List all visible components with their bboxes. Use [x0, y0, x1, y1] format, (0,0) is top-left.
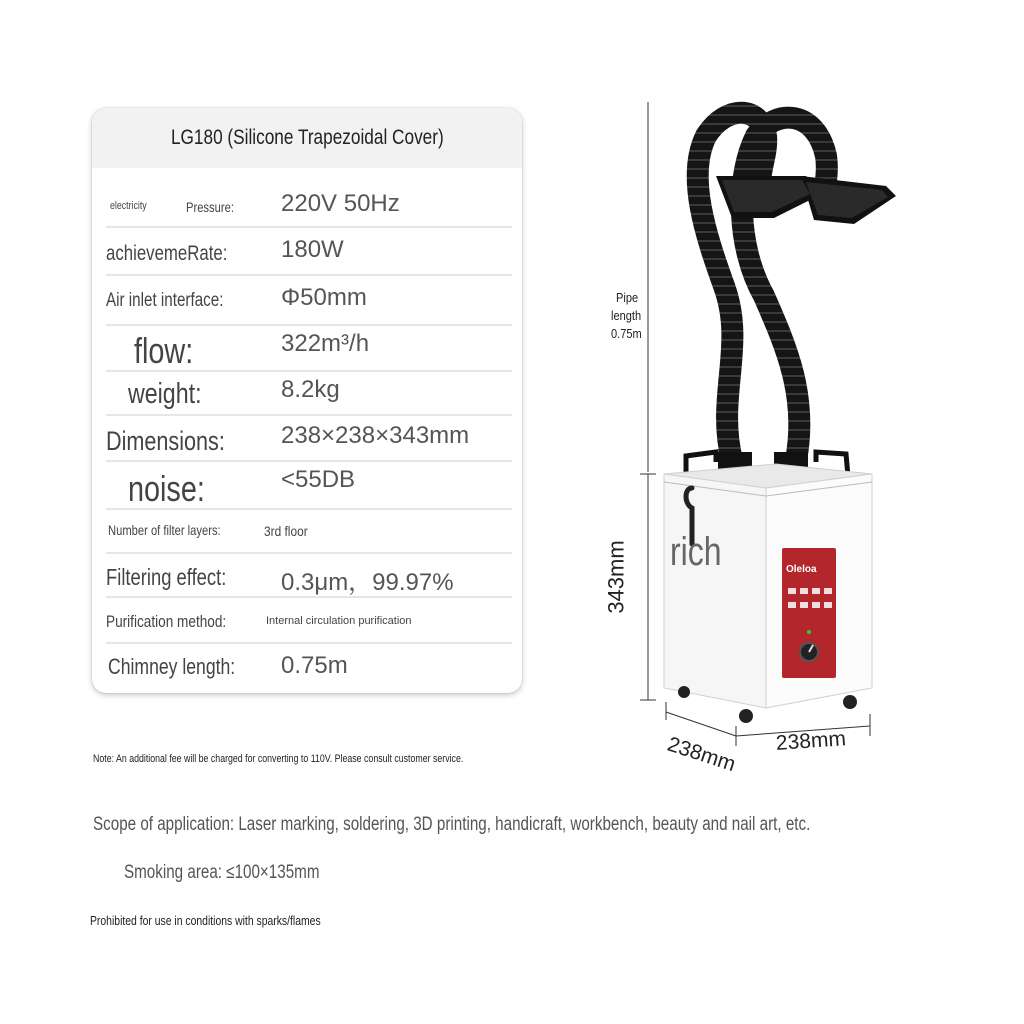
spec-row-filtering-effect	[106, 554, 512, 598]
spec-label: Dimensions:	[106, 426, 225, 456]
spec-label: Filtering effect:	[106, 564, 227, 590]
spec-card	[92, 108, 522, 693]
spec-row-dimensions	[106, 416, 512, 462]
spec-row-filter-layers	[106, 510, 512, 554]
spec-row-power	[106, 228, 512, 276]
spec-value: 0.3μm，99.97%	[281, 569, 454, 596]
width-dimension-label: 238mm	[775, 727, 847, 755]
brand-logo-text: Oleloa	[786, 564, 817, 575]
pipe-length-label-2: length	[611, 308, 642, 323]
spec-label: flow:	[134, 330, 194, 371]
spec-label: noise:	[128, 468, 205, 509]
spec-row-pressure	[106, 170, 512, 228]
fume-extractor-image	[596, 96, 916, 796]
spec-row-noise	[106, 462, 512, 510]
voltage-note: Note: An additional fee will be charged for converting to 110V. Please consult customer service.	[93, 753, 464, 765]
spec-row-flow	[106, 326, 512, 372]
spec-value: 3rd floor	[264, 523, 308, 539]
spec-value: 322m³/h	[281, 330, 370, 357]
spec-value: 238×238×343mm	[281, 422, 470, 449]
spec-label-small: electricity	[110, 200, 147, 212]
spec-label: Number of filter layers:	[108, 522, 221, 538]
card-header	[92, 108, 522, 168]
prohibited-note: Prohibited for use in conditions with sparks/flames	[90, 913, 321, 928]
spec-row-chimney	[106, 644, 512, 688]
spec-label: Air inlet interface:	[106, 290, 224, 311]
watermark-text: rich	[670, 530, 722, 574]
height-dimension-label: 343mm	[603, 540, 629, 614]
depth-dimension-label: 238mm	[664, 732, 739, 777]
spec-value: Φ50mm	[281, 284, 367, 311]
spec-label: weight:	[128, 378, 202, 410]
spec-value: <55DB	[281, 466, 356, 493]
pipe-length-label-1: Pipe	[616, 290, 639, 305]
product-figure	[596, 96, 916, 796]
spec-row-air-inlet	[106, 276, 512, 326]
spec-label: Pressure:	[186, 199, 234, 215]
spec-value: Internal circulation purification	[266, 615, 412, 627]
spec-label: achievemeRate:	[106, 242, 228, 265]
pipe-length-label-3: 0.75m	[611, 326, 642, 341]
spec-value: 220V 50Hz	[281, 190, 400, 217]
spec-value: 0.75m	[281, 652, 348, 679]
spec-row-purification	[106, 598, 512, 644]
spec-row-weight	[106, 372, 512, 416]
spec-label: Purification method:	[106, 612, 227, 631]
scope-of-application: Scope of application: Laser marking, soldering, 3D printing, handicraft, workbench, beauty and nail art, etc.	[93, 814, 811, 835]
spec-value: 180W	[281, 236, 344, 263]
card-title: LG180 (Silicone Trapezoidal Cover)	[170, 126, 444, 149]
smoking-area: Smoking area: ≤100×135mm	[124, 862, 320, 883]
spec-value: 8.2kg	[281, 376, 340, 403]
spec-label: Chimney length:	[108, 654, 236, 679]
